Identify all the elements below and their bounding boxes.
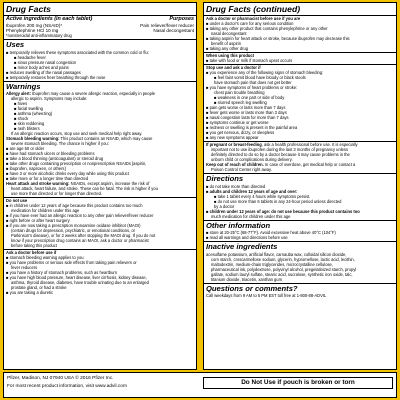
other-information-title: Other information — [206, 220, 271, 230]
text-line: ■ feel faint vomit blood have bloody or black stools — [214, 75, 306, 80]
text-line: ■ have 3 or more alcoholic drinks every day while using this product — [6, 171, 129, 177]
text-line: ■ under a doctor's care for any serious condition — [206, 21, 294, 26]
drug-facts-left-panel — [3, 2, 197, 370]
nsaid-footnote: *nonsteroidal anti-inflammatory drug — [6, 33, 72, 39]
text-line: asthma, thyroid disease, diabetes, have trouble urinating due to an enlarged — [11, 280, 149, 286]
questions-title: Questions or comments? — [206, 283, 298, 293]
text-line: ■ temporarily restores freer breathing through the nose — [6, 74, 106, 80]
drug-facts-right-panel — [203, 2, 397, 370]
text-line: severe stomach bleeding. The chance is higher if you: — [11, 141, 109, 147]
text-line: Stomach bleeding warning: This product contains an NSAID, which may cause — [6, 136, 153, 142]
text-line: corn starch, croscarmellose sodium, glycerin, hypromellose, lactic acid, lecithin, — [211, 256, 355, 262]
do-not-use-title: Do not use — [6, 198, 28, 204]
text-line: ■ you have a history of stomach problems, such as heartburn — [6, 270, 118, 276]
text-line: ■ if you have ever had an allergic reaction to any other pain reliever/fever reducer — [6, 213, 154, 219]
active-ingredient-name: Phenylephrine HCl 10 mg — [6, 28, 59, 33]
text-line: maltodextrin, medium-chain triglycerides, microcrystalline cellulose, — [211, 261, 333, 267]
text-line: unborn child or complications during delivery. — [211, 157, 293, 162]
text-line: ■ do not take more than directed — [206, 183, 266, 189]
text-line: Poison Control Center right away. — [211, 167, 272, 172]
text-line: ■ sinus pressure nasal congestion — [14, 59, 77, 65]
text-line: ■ asthma (wheezing) — [14, 111, 53, 117]
text-line: ■ you have problems or serious side effects from taking pain relievers or — [6, 260, 137, 266]
pregnancy-warning — [204, 142, 396, 162]
ask-doctor-title: Ask a doctor before use if — [6, 250, 57, 256]
stop-use-title: Stop use and ask a doctor if — [206, 65, 261, 70]
text-line: ■ taking any other product that contains phenylephrine or any other — [206, 26, 328, 31]
text-line: chest pain trouble breathing — [214, 90, 265, 95]
text-line: Keep out of reach of children. In case of overdose, get medical help or contact a — [206, 162, 356, 167]
text-line: medication for children under this age — [11, 208, 80, 214]
active-ingredients-header — [4, 16, 196, 23]
text-line: allergic to aspirin. Symptoms may include: — [11, 96, 88, 102]
do-not-use-list — [4, 203, 196, 248]
other-information-list — [204, 230, 396, 240]
text-line: ■ take other drugs containing prescription or nonprescription NSAIDs [aspirin, — [6, 161, 147, 167]
text-line: (certain drugs for depression, psychiatric, or emotional conditions, or — [11, 228, 136, 234]
text-line: have stomach pain that does not get better — [214, 80, 292, 85]
stop-use-list — [204, 70, 396, 140]
text-line: ■ adults and children 12 years of age and over: — [206, 188, 298, 194]
text-line: ■ taking aspirin for heart attack or stroke, because ibuprofen may decrease this — [206, 36, 350, 41]
text-line: ■ taking any other drug — [206, 46, 249, 51]
text-line: ■ take 1 tablet every 4 hours while symptoms persist. — [214, 193, 311, 199]
text-line: ■ rash blisters — [14, 126, 40, 132]
text-line: ■ minor body aches and pains — [14, 64, 69, 70]
manufacturer-line: Pfizer, Madison, NJ 07940 USA © 2016 Pfizer Inc. — [7, 376, 114, 381]
text-line: ■ symptoms continue or get worse — [206, 120, 269, 125]
text-line: ■ slurred speech leg swelling — [214, 100, 267, 105]
active-ingredient-purpose: Nasal decongestant — [153, 28, 194, 33]
text-line: ■ any new symptoms appear — [206, 135, 259, 140]
text-line: If an allergic reaction occurs, stop use and seek medical help right away. — [11, 131, 143, 137]
when-using-title: When using this product — [206, 53, 254, 58]
text-line: nasal decongestant — [211, 31, 247, 36]
product-info-line: For most recent product information, visit www.advil.com — [7, 384, 127, 389]
text-line: ■ you have symptoms of heart problems or stroke: — [206, 85, 298, 90]
text-line: ■ nasal congestion lasts for more than 7 days — [206, 115, 289, 120]
text-line: ■ right before or after heart surgery — [6, 218, 70, 224]
inactive-ingredients-title: Inactive ingredients — [206, 242, 278, 251]
text-line: Parkinson's disease), or for 2 weeks after stopping the MAOI drug. If you do not — [11, 233, 156, 239]
text-line: benefit of aspirin — [211, 41, 242, 46]
text-line: definitely directed to do so by a doctor because it may cause problems in the — [211, 152, 350, 157]
uses-list — [4, 50, 196, 80]
text-line: ■ redness or swelling is present in the painful area — [206, 125, 298, 130]
text-line: ■ headache fever — [14, 54, 46, 60]
ask-doctor-list — [4, 255, 196, 295]
text-line: ■ you experience any of the following signs of stomach bleeding: — [206, 70, 324, 75]
text-line: ■ you get nervous, dizzy, or sleepless — [206, 130, 275, 135]
ask-doctor-pharmacist-list — [204, 21, 396, 51]
uses-title: Uses — [6, 40, 25, 50]
text-line: ■ reduces swelling of the nasal passages — [6, 69, 81, 75]
text-line: titanium dioxide, triacetin, xanthan gum — [211, 276, 282, 282]
directions-title: Directions — [206, 174, 244, 183]
questions-contact: Call weekdays from 9 AM to 5 PM EST toll free at 1-800-88-ADVIL — [206, 293, 327, 298]
active-ingredient-name: Ibuprofen 200 mg (NSAID)* — [6, 22, 63, 28]
warnings-list — [4, 91, 196, 196]
drug-facts-title: Drug Facts — [4, 3, 196, 16]
text-line: If pregnant or breast-feeding, ask a health professional before use. It is especially — [206, 142, 358, 147]
text-line: before taking this product — [11, 243, 57, 249]
text-line: ■ ibuprofen, naproxen, or others] — [6, 166, 66, 172]
text-line: ■ take with food or milk if stomach upset occurs — [206, 58, 293, 63]
text-line: acesulfame potassium, artificial flavor, carnauba wax, colloidal silicon dioxide, — [206, 251, 347, 257]
text-line: ■ if you are now taking a prescription monoamine oxidase inhibitor (MAOI) — [6, 223, 141, 229]
text-line: ■ stomach bleeding warning applies to you — [6, 255, 84, 261]
text-line: gallate, sodium lauryl sulfate, stearic acid, sucralose, synthetic iron oxide, talc, — [211, 271, 353, 277]
text-line: ■ store at 20-25°C (68-77°F). Avoid excessive heat above 40°C (104°F) — [206, 230, 336, 235]
label-footer — [3, 372, 397, 398]
keep-out-of-reach — [204, 162, 396, 172]
text-line: ■ facial swelling — [14, 106, 43, 112]
purposes-title: Purposes — [169, 16, 194, 22]
text-line: ■ do not use more than 6 tablets in any 24-hour period unless directed — [214, 198, 342, 204]
text-line: ■ read all warnings and directions before use — [206, 235, 288, 240]
inactive-ingredients-text — [204, 252, 396, 282]
text-line: ■ take more or for a longer time than directed — [6, 176, 89, 182]
text-line: fever reducers — [11, 265, 38, 271]
warnings-title: Warnings — [6, 81, 41, 91]
text-line: heart attack, heart failure, and stroke. These can be fatal. The risk is higher if you — [11, 186, 158, 192]
text-line: ■ skin reddening — [14, 121, 45, 127]
text-line: Allergy alert: Ibuprofen may cause a severe allergic reaction, especially in people — [6, 91, 156, 97]
text-line: ■ are age 60 or older — [6, 146, 45, 152]
text-line: ■ you have high blood pressure, heart disease, liver cirrhosis, kidney disease, — [6, 275, 147, 281]
text-line: ■ children under 12 years of age: do not use because this product contains too — [206, 208, 360, 214]
text-line: ■ you are taking a diuretic — [6, 290, 54, 296]
ask-doctor-pharmacist-title: Ask a doctor or pharmacist before use if you are — [206, 16, 301, 21]
text-line: ■ pain gets worse or lasts more than 7 days — [206, 105, 286, 110]
text-line: ■ in children under 12 years of age because this product contains too much — [6, 203, 143, 209]
text-line: ■ temporarily relieves these symptoms associated with the common cold or flu: — [6, 49, 149, 55]
directions-list — [204, 184, 396, 219]
text-line: by a doctor — [214, 203, 235, 209]
text-line: Heart attack and stroke warning: NSAIDs, except aspirin, increase the risk of — [6, 181, 150, 187]
text-line: use more than directed or for longer than directed. — [11, 191, 103, 197]
text-line: ■ fever gets worse or lasts more than 3 days — [206, 110, 287, 115]
text-line: prostate gland, or had a stroke — [11, 285, 67, 291]
text-line: ■ have had stomach ulcers or bleeding problems — [6, 151, 95, 157]
text-line: much medication for children under this age — [211, 213, 291, 219]
text-line: ■ weakness in one part or side of body — [214, 95, 285, 100]
text-line: important not to use ibuprofen during the last 3 months of pregnancy unless — [211, 147, 348, 152]
tamper-warning-box: Do Not Use if pouch is broken or torn — [203, 377, 393, 389]
text-line: ■ hives — [14, 101, 28, 107]
text-line: know if your prescription drug contains an MAOI, ask a doctor or pharmacist — [11, 238, 149, 244]
active-ingredient-purpose: Pain reliever/fever reducer — [140, 22, 194, 28]
active-ingredients-title: Active ingredients (in each tablet) — [6, 16, 93, 22]
drug-facts-continued-title: Drug Facts (continued) — [204, 3, 396, 16]
text-line: ■ shock — [14, 116, 29, 122]
text-line: pharmaceutical ink, polydextrose, polyvinyl alcohol, pregelatinized starch, propyl — [211, 266, 357, 272]
when-using-list — [204, 58, 396, 63]
text-line: ■ take a blood thinning (anticoagulant) or steroid drug — [6, 156, 104, 162]
drug-facts-label — [3, 0, 397, 400]
